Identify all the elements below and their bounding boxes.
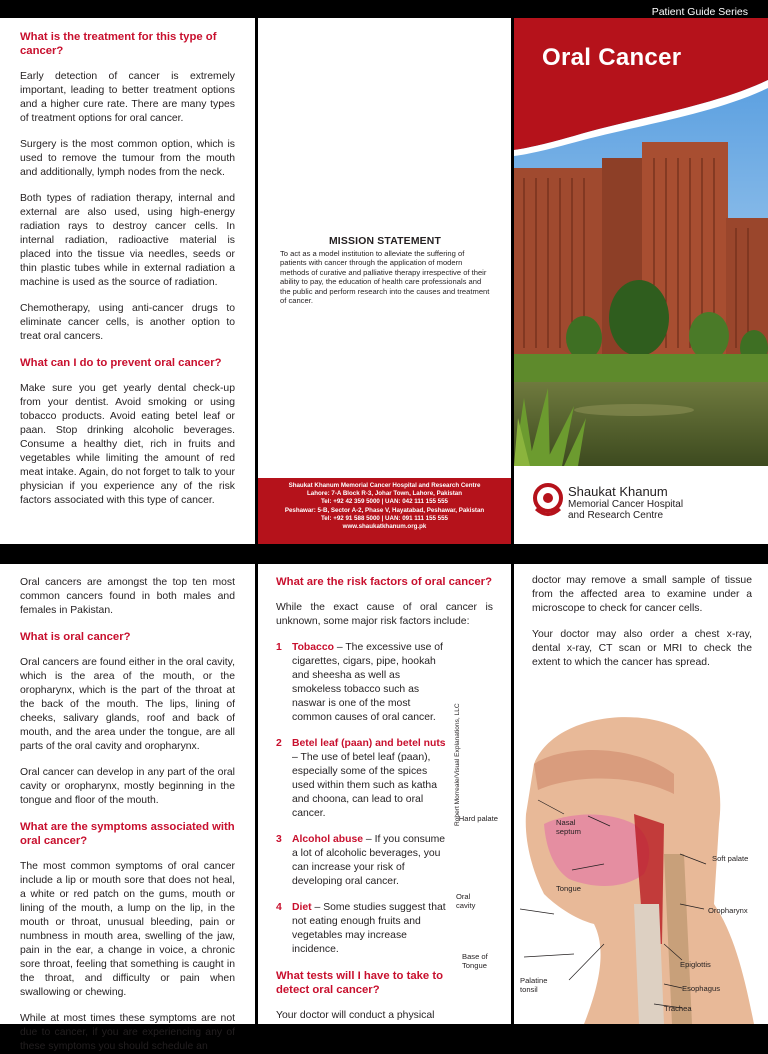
contact-line: Peshawar: 5-B, Sector A-2, Phase V, Hayatabad, Peshawar, Pakistan	[284, 506, 485, 514]
contact-line: Lahore: 7-A Block R-3, Johar Town, Lahore, Pakistan	[306, 490, 463, 498]
risk-title: Alcohol abuse	[292, 834, 364, 845]
tests-paragraph: Your doctor will conduct a physical	[276, 1010, 435, 1021]
symptoms-paragraph: While at most times these symptoms are not due to cancer, if you are experiencing any of these symptoms you should schedule an	[20, 1013, 235, 1052]
intro-paragraph: Oral cancers are amongst the top ten most common cancers found in both males and females in Pakistan.	[20, 577, 235, 616]
label-base-tongue: Base of Tongue	[462, 952, 488, 970]
treatment-paragraph: Surgery is the most common option, which is used to remove the tumour from the mouth and additionally, lymph nodes from the neck.	[20, 139, 235, 178]
label-trachea: Trachea	[664, 1004, 692, 1013]
contact-website: www.shaukatkhanum.org.pk	[342, 523, 427, 531]
tests-paragraph: Your doctor may also order a chest x-ray, dental x-ray, CT scan or MRI to check the extent to which the cancer has spread.	[532, 629, 752, 668]
label-esophagus: Esophagus	[682, 984, 720, 993]
label-oropharynx: Oropharynx	[708, 906, 748, 915]
prevent-paragraph: Make sure you get yearly dental check-up from your dentist. Avoid smoking or using tobacco products. Avoid eating betel leaf or paan. Stop drinking alcoholic beverages. Consume a healthy diet, rich in fruits and vegetables while limiting the amount of red meat intake. Again, do not forget to talk to your physician if you experience any of the risk factors associated with this type of cancer.	[20, 383, 235, 506]
symptoms-paragraph: The most common symptoms of oral cancer include a lip or mouth sore that does not heal, a white or red patch on the gums, mouth or lining of the mouth, a lump on the lip, in the mouth or throat, unusual bleeding, pain or numbness in mouth area, swelling of the jaw, pain in the ear, a change in voice, a chronic sore throat, feeling that something is caught in the throat, and difficulty or pain when swallowing or chewing.	[20, 861, 235, 998]
treatment-paragraph: Early detection of cancer is extremely important, leading to better treatment options and a higher cure rate. There are many types of treatment options for oral cancer.	[20, 71, 235, 124]
series-label: Patient Guide Series	[651, 6, 748, 18]
risk-number: 3	[276, 834, 282, 845]
label-palatine-tonsil: Palatine tonsil	[520, 976, 548, 994]
cover-panel	[514, 6, 768, 544]
risk-intro: While the exact cause of oral cancer is unknown, some major risk factors include:	[276, 602, 493, 627]
mission-title: MISSION STATEMENT	[328, 236, 442, 247]
risk-text: – If you consume a lot of alcoholic beverages, you can increase your risk of developing oral cancer.	[292, 834, 446, 887]
label-oral-cavity: Oral cavity	[456, 892, 476, 910]
logo-subtitle: and Research Centre	[568, 510, 664, 521]
risk-text: – The use of betel leaf (paan), especially some of the spices used within them such as katha and choona, can lead to oral cancer.	[292, 752, 437, 819]
cover-title: Oral Cancer	[542, 44, 682, 71]
contact-line: Shaukat Khanum Memorial Cancer Hospital and Research Centre	[288, 482, 481, 489]
label-tongue: Tongue	[556, 884, 581, 893]
mission-body: To act as a model institution to alleviate the suffering of patients with cancer through the application of modern methods of curative and palliative therapy irrespective of their ability to pay, the education of health care professionals and the public and perform research into the causes and treatment of cancer.	[280, 249, 490, 306]
risk-number: 2	[276, 738, 282, 749]
risk-title: Betel leaf (paan) and betel nuts	[292, 738, 446, 749]
risk-title: Tobacco	[292, 642, 334, 653]
risk-text: – Some studies suggest that not eating enough fruits and vegetables may increase incidence.	[292, 902, 446, 955]
symptoms-heading: What are the symptoms associated with oral cancer?	[20, 821, 235, 847]
risk-text: – The excessive use of cigarettes, cigars, pipe, hookah and sheesha as well as smokeless tobacco such as naswar is one of the most common causes of oral cancer.	[292, 642, 443, 723]
what-heading: What is oral cancer?	[20, 631, 131, 643]
treatment-paragraph: Both types of radiation therapy, internal and external are also used, using high-energy radiation rays to destroy cancer cells. In internal radiation, radioactive material is placed into the tissue via needles, seeds or thin plastic tubes while in external radiation a machine is used as the source of radiation.	[20, 193, 235, 288]
hospital-logo	[568, 485, 683, 521]
label-nasal-septum: Nasal septum	[556, 818, 581, 836]
mission-statement	[280, 236, 490, 305]
logo-subtitle: Memorial Cancer Hospital	[568, 499, 684, 510]
contact-box	[258, 478, 511, 544]
tests-heading: What tests will I have to take to detect oral cancer?	[276, 970, 443, 996]
diagram-credit: Robert Morreale/Visual Explanations, LLC	[454, 703, 461, 826]
risk-number: 1	[276, 642, 282, 653]
risk-title: Diet	[292, 902, 312, 913]
treatment-heading: What is the treatment for this type of cancer?	[20, 31, 217, 57]
risk-heading: What are the risk factors of oral cancer?	[276, 576, 492, 588]
contact-line: Tel: +92 91 588 5000 | UAN: 091 111 155 555	[320, 514, 448, 522]
logo-name: Shaukat Khanum	[568, 484, 668, 499]
treatment-paragraph: Chemotherapy, using anti-cancer drugs to eliminate cancer cells, is another option to treat oral cancers.	[20, 303, 235, 342]
tests-paragraph: doctor may remove a small sample of tissue from the affected area to examine under a microscope to check for cancer cells.	[532, 575, 752, 614]
label-soft-palate: Soft palate	[712, 854, 749, 863]
risk-item	[276, 833, 493, 889]
label-epiglottis: Epiglottis	[680, 960, 711, 969]
what-paragraph: Oral cancers are found either in the oral cavity, which is the area of the mouth, or the oropharynx, which is the part of the throat at the back of the mouth. The lips, lining of cheeks, salivary glands, roof and back of mouth, and the area under the tongue, are all parts of the oral cavity and oropharynx.	[20, 657, 235, 752]
mission-panel	[258, 18, 511, 544]
prevent-heading: What can I do to prevent oral cancer?	[20, 357, 222, 369]
label-hard-palate: Hard palate	[458, 814, 498, 823]
cover-illustration	[514, 18, 768, 544]
intro-panel	[0, 564, 255, 1052]
treatment-panel	[0, 18, 255, 544]
what-paragraph: Oral cancer can develop in any part of the oral cavity or oropharynx, mostly beginning in the tongue and floor of the mouth.	[20, 767, 235, 806]
risk-number: 4	[276, 902, 282, 913]
contact-line: Tel: +92 42 359 5000 | UAN: 042 111 155 555	[320, 498, 448, 506]
